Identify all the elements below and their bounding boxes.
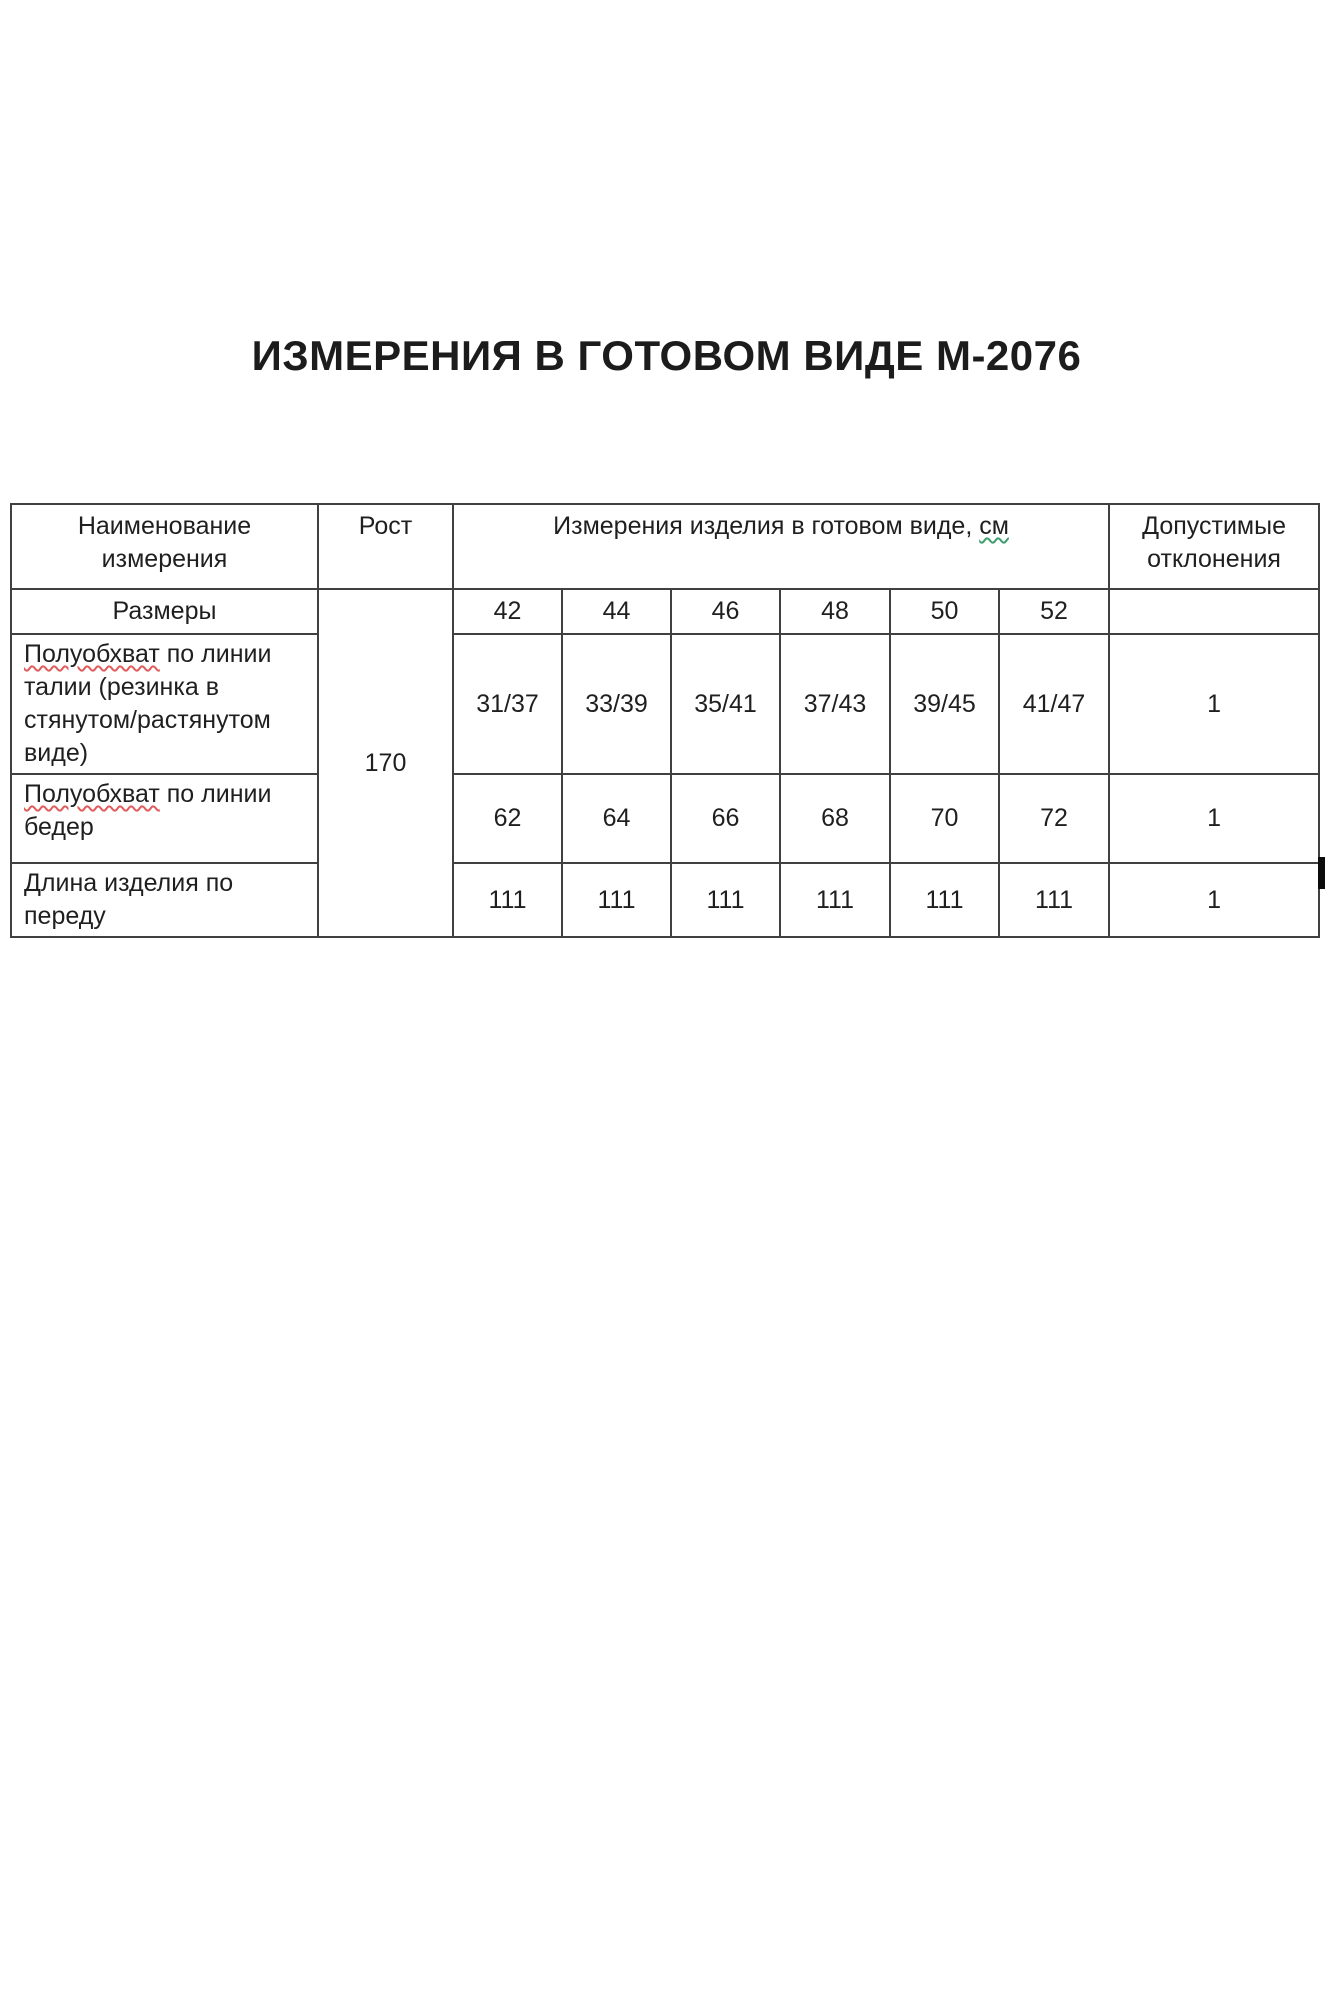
value-cell: 111 [562,863,671,937]
measurement-name-rest: Длина изделия по переду [24,869,234,930]
table-row-hips [11,774,1319,863]
size-cell: 52 [999,589,1109,634]
size-cell: 44 [562,589,671,634]
value-cell: 41/47 [999,634,1109,774]
table-row-waist [11,634,1319,774]
sizes-row [11,589,1319,634]
sizes-label-cell: Размеры [11,589,318,634]
measurement-name-rest: по линии талии (резинка в стянутом/растянутом виде) [24,640,272,767]
value-cell: 111 [999,863,1109,937]
deviation-empty-cell [1109,589,1319,634]
value-cell: 39/45 [890,634,999,774]
header-deviation-line1: Допустимые [1142,512,1286,540]
header-deviation-cell [1109,504,1319,589]
misspelled-word: Полуобхват [24,640,160,668]
value-cell: 31/37 [453,634,562,774]
value-cell: 68 [780,774,890,863]
header-name-line1: Наименование [77,512,252,540]
measurement-name-rest: по линии бедер [24,780,272,841]
measurement-name-cell [11,774,318,863]
value-cell: 62 [453,774,562,863]
deviation-cell: 1 [1109,863,1319,937]
deviation-cell: 1 [1109,774,1319,863]
value-cell: 111 [890,863,999,937]
value-cell: 35/41 [671,634,780,774]
size-cell: 50 [890,589,999,634]
table-header-row [11,504,1319,589]
value-cell: 111 [780,863,890,937]
header-name-line2: измерения [101,545,228,573]
size-cell: 46 [671,589,780,634]
height-value-cell: 170 [318,589,453,937]
table-row-length [11,863,1319,937]
size-cell: 42 [453,589,562,634]
value-cell: 70 [890,774,999,863]
header-measurements-label: Измерения изделия в готовом виде, [553,512,973,540]
value-cell: 66 [671,774,780,863]
grammar-flagged-word: см [979,512,1009,540]
misspelled-word: Полуобхват [24,780,160,808]
value-cell: 111 [671,863,780,937]
value-cell: 72 [999,774,1109,863]
header-deviation-line2: отклонения [1147,545,1281,573]
header-measurements-cell [453,504,1109,589]
value-cell: 37/43 [780,634,890,774]
value-cell: 111 [453,863,562,937]
header-name-cell [11,504,318,589]
size-cell: 48 [780,589,890,634]
page-title: ИЗМЕРЕНИЯ В ГОТОВОМ ВИДЕ М-2076 [251,332,1082,379]
value-cell: 64 [562,774,671,863]
measurements-table [10,503,1320,938]
deviation-cell: 1 [1109,634,1319,774]
header-height-cell [318,504,453,589]
header-height-label: Рост [358,512,413,540]
measurement-name-cell [11,863,318,937]
value-cell: 33/39 [562,634,671,774]
measurement-name-cell [11,634,318,774]
text-cursor [1318,857,1325,889]
